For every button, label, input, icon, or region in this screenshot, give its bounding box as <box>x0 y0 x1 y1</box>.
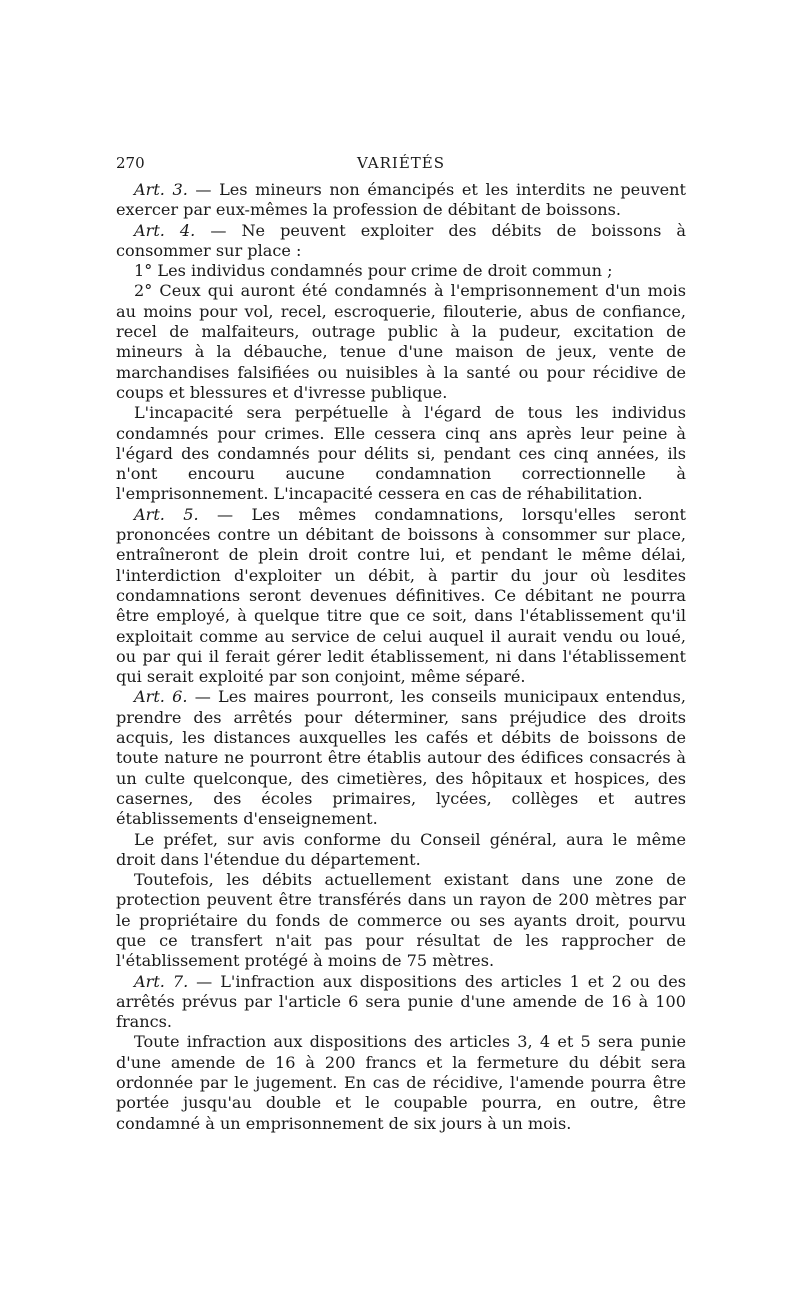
paragraph-text: — Les mineurs non émancipés et les interdits ne peuvent exercer par eux-mêmes la profession de débitant de boissons. <box>116 180 687 220</box>
article-label: Art. 6. <box>134 687 188 707</box>
paragraph-toutefois <box>116 870 686 971</box>
article-label: Art. 4. <box>134 220 196 240</box>
paragraph-prefet <box>116 830 686 871</box>
paragraph-infraction <box>116 1032 686 1133</box>
paragraph-text: — Ne peuvent exploiter des débits de boissons à consommer sur place : <box>116 220 686 260</box>
page-body <box>116 180 686 1134</box>
paragraph-text: — L'infraction aux dispositions des articles 1 et 2 ou des arrêtés prévus par l'article 6 sera punie d'une amende de 16 à 100 francs. <box>116 971 687 1032</box>
paragraph-art-3 <box>116 180 686 221</box>
paragraph-art-7 <box>116 972 686 1033</box>
paragraph-item-2 <box>116 281 686 403</box>
paragraph-text: Toute infraction aux dispositions des articles 3, 4 et 5 sera punie d'une amende de 16 à 200 francs et la fermeture du débit sera ordonnée par le jugement. En cas de récidive, l'amende pourra être portée jusqu'au double et le coupable pourra, en outre, être condamné à un emprisonnement de six jours à un mois. <box>116 1032 686 1133</box>
paragraph-art-5 <box>116 505 686 688</box>
article-label: Art. 5. <box>134 504 199 524</box>
paragraph-text: — Les mêmes condamnations, lorsqu'elles seront prononcées contre un débitant de boissons à consommer sur place, entraîneront de plein droit contre lui, et pendant le même délai, l'interdiction d'exploiter un débit, à partir du jour où lesdites condamnations seront devenues définitives. Ce débitant ne pourra être employé, à quelque titre que ce soit, dans l'établissement qu'il exploitait comme au service de celui auquel il aurait vendu ou loué, ou par qui il ferait gérer ledit établissement, ni dans l'établissement qui serait exploité par son conjoint, même séparé. <box>116 504 686 687</box>
paragraph-art-4 <box>116 221 686 262</box>
article-label: Art. 3. <box>134 180 188 199</box>
paragraph-text: — Les maires pourront, les conseils municipaux entendus, prendre des arrêtés pour déterminer, sans préjudice des droits acquis, les distances auxquelles les cafés et débits de boissons de toute nature ne pourront être établis autour des édifices consacrés à un culte quelconque, des cimetières, des hôpitaux et hospices, des casernes, des écoles primaires, lycées, collèges et autres établissements d'enseignement. <box>116 687 686 829</box>
page-number: 270 <box>116 154 145 172</box>
paragraph-text: 2° Ceux qui auront été condamnés à l'emprisonnement d'un mois au moins pour vol, recel, escroquerie, filouterie, abus de confiance, recel de malfaiteurs, outrage public à la pudeur, excitation de mineurs à la débauche, tenue d'une maison de jeux, vente de marchandises falsifiées ou nuisibles à la santé ou pour récidive de coups et blessures et d'ivresse publique. <box>116 281 686 402</box>
document-page <box>116 150 686 1134</box>
paragraph-text: Le préfet, sur avis conforme du Conseil général, aura le même droit dans l'étendue du département. <box>116 829 686 869</box>
paragraph-text: Toutefois, les débits actuellement existant dans une zone de protection peuvent être transférés dans un rayon de 200 mètres par le propriétaire du fonds de commerce ou ses ayants droit, pourvu que ce transfert n'ait pas pour résultat de les rapprocher de l'établissement protégé à moins de 75 mètres. <box>116 870 686 971</box>
paragraph-text: 1° Les individus condamnés pour crime de droit commun ; <box>134 261 613 281</box>
paragraph-incapacite <box>116 403 686 504</box>
paragraph-item-1 <box>116 261 686 281</box>
paragraph-art-6 <box>116 687 686 829</box>
article-label: Art. 7. <box>134 971 189 991</box>
running-head: VARIÉTÉS <box>356 154 446 172</box>
page-header <box>116 150 686 180</box>
paragraph-text: L'incapacité sera perpétuelle à l'égard de tous les individus condamnés pour crimes. Elle cessera cinq ans après leur peine à l'égard des condamnés pour délits si, pendant ces cinq années, ils n'ont encouru aucune condamnation correctionnelle à l'emprisonnement. L'incapacité cessera en cas de réhabilitation. <box>116 403 686 504</box>
